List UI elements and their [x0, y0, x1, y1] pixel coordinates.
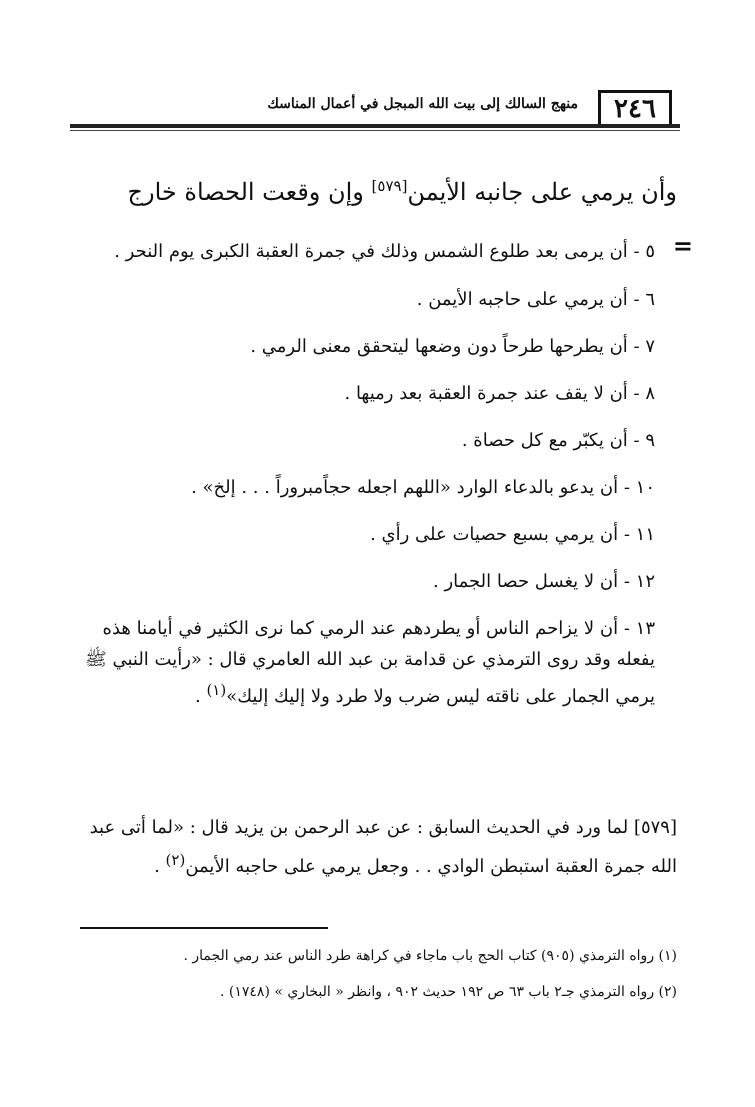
continuation-marker: =: [672, 231, 693, 260]
reference-marker: [٥٧٩]: [371, 177, 408, 195]
numbered-list: [84, 231, 693, 729]
header-rule: [70, 124, 680, 128]
list-item: [85, 613, 655, 712]
footnote-ref: (٢): [165, 851, 186, 869]
list-item: ٦ - أن يرمي على حاجبه الأيمن .: [416, 289, 655, 310]
header-rule-thin: [70, 130, 680, 131]
lead-line: [87, 168, 677, 210]
footnote-divider: [80, 927, 328, 929]
list-item-end: .: [194, 686, 207, 707]
lead-text-before: وأن يرمي على جانبه الأيمن: [407, 178, 677, 206]
reference-text: لما ورد في الحديث السابق : عن عبد الرحمن بن يزيد قال : «لما أتى عبد الله جمرة العقبة استبطن الوادي . . وجعل يرمي على حاجبه الأيمن: [89, 817, 677, 877]
list-item: ٨ - أن لا يقف عند جمرة العقبة بعد رميها .: [344, 383, 655, 404]
list-item: ١١ - أن يرمي بسبع حصيات على رأي .: [370, 524, 655, 545]
lead-text-after: وإن وقعت الحصاة خارج: [127, 178, 372, 206]
reference-paragraph: [85, 812, 677, 883]
list-item: ١٢ - أن لا يغسل حصا الجمار .: [433, 571, 655, 592]
list-item: ١٠ - أن يدعو بالدعاء الوارد «اللهم اجعله حجاًمبروراً . . . إلخ» .: [191, 477, 655, 498]
running-title: منهج السالك إلى بيت الله المبجل في أعمال المناسك: [267, 96, 578, 112]
list-item-text: ١٣ - أن لا يزاحم الناس أو يطردهم عند الرمي كما نرى الكثير في أيامنا هذه يفعله وقد روى الترمذي عن قدامة بن عبد الله العامري قال : «رأيت النبي ﷺ يرمي الجمار على ناقته ليس ضرب ولا طرد ولا إليك إليك»: [84, 618, 655, 707]
page-header: [70, 80, 680, 130]
page-number: ٢٤٦: [598, 90, 672, 128]
footnotes: [85, 944, 677, 1016]
list-item: ٧ - أن يطرحها طرحاً دون وضعها ليتحقق معنى الرمي .: [250, 336, 655, 357]
footnote-ref: (١): [206, 681, 227, 699]
reference-end: .: [154, 856, 166, 877]
list-item: ٩ - أن يكبّر مع كل حصاة .: [461, 430, 655, 451]
list-item: ٥ - أن يرمى بعد طلوع الشمس وذلك في جمرة العقبة الكبرى يوم النحر .: [114, 241, 655, 262]
reference-note: [85, 812, 677, 899]
footnote: (٢) رواه الترمذي جـ٢ باب ٦٣ ص ١٩٢ حديث ٩٠٢ ، وانظر « البخاري » (١٧٤٨) .: [220, 984, 677, 1000]
footnote: (١) رواه الترمذي (٩٠٥) كتاب الحج باب ماجاء في كراهة طرد الناس عند رمي الجمار .: [183, 948, 677, 964]
reference-label: [٥٧٩]: [633, 817, 677, 838]
